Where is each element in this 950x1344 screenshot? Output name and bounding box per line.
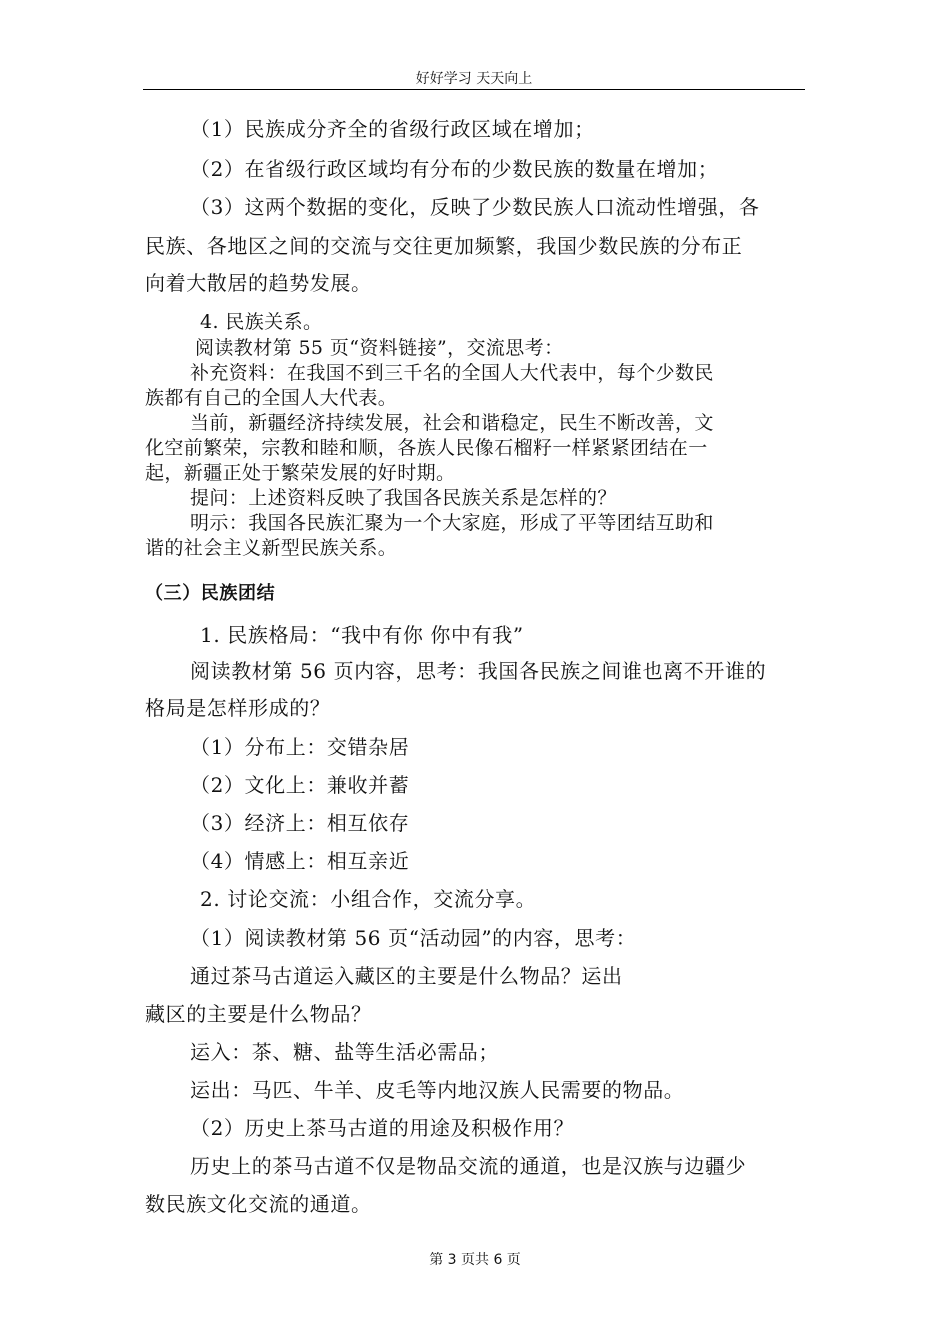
text-line: 阅读教材第 55 页“资料链接”，交流思考： [195,337,564,359]
text-line: （1）阅读教材第 56 页“活动园”的内容，思考： [190,926,637,950]
text-line: 化空前繁荣，宗教和睦和顺，各族人民像石榴籽一样紧紧团结在一 [145,437,708,459]
page-header: 好好学习 天天向上 [415,71,533,87]
text-line: （3）这两个数据的变化，反映了少数民族人口流动性增强，各 [190,195,760,219]
list-item: （3）经济上：相互依存 [190,811,410,835]
text-line: 族都有自己的全国人大代表。 [145,387,398,409]
text-line: 民族、各地区之间的交流与交往更加频繁，我国少数民族的分布正 [145,234,743,258]
list-item: （4）情感上：相互亲近 [190,849,410,873]
text-line: 运出：马匹、牛羊、皮毛等内地汉族人民需要的物品。 [190,1078,685,1102]
text-line: （1）民族成分齐全的省级行政区域在增加； [190,117,595,141]
text-line: 当前，新疆经济持续发展，社会和谐稳定，民生不断改善，文 [190,412,714,434]
text-line: 运入：茶、糖、盐等生活必需品； [190,1040,499,1064]
text-line: 明示：我国各民族汇聚为一个大家庭，形成了平等团结互助和 [190,512,714,534]
text-line: 格局是怎样形成的？ [145,696,331,720]
text-line: 数民族文化交流的通道。 [145,1192,372,1216]
section-heading: 4. 民族关系。 [200,311,323,333]
text-line: （2）历史上茶马古道的用途及积极作用？ [190,1116,575,1140]
text-line: 谐的社会主义新型民族关系。 [145,537,398,559]
list-item: （2）文化上：兼收并蓄 [190,773,410,797]
text-line: 历史上的茶马古道不仅是物品交流的通道，也是汉族与边疆少 [190,1154,747,1178]
text-line: 补充资料：在我国不到三千名的全国人大代表中，每个少数民 [190,362,714,384]
text-line: （2）在省级行政区域均有分布的少数民族的数量在增加； [190,157,719,181]
header-divider [143,89,805,90]
text-line: 起，新疆正处于繁荣发展的好时期。 [145,462,456,484]
text-line: 向着大散居的趋势发展。 [145,271,372,295]
section-heading: （三）民族团结 [145,583,276,604]
text-line: 通过茶马古道运入藏区的主要是什么物品？运出 [190,964,623,988]
list-item: （1）分布上：交错杂居 [190,735,410,759]
page-footer: 第 3 页共 6 页 [429,1252,521,1268]
text-line: 藏区的主要是什么物品？ [145,1002,372,1026]
text-line: 提问：上述资料反映了我国各民族关系是怎样的？ [190,487,617,509]
text-line: 阅读教材第 56 页内容，思考：我国各民族之间谁也离不开谁的 [190,659,767,683]
subsection-heading: 1. 民族格局：“我中有你 你中有我” [200,623,524,647]
subsection-heading: 2. 讨论交流：小组合作，交流分享。 [200,887,537,911]
